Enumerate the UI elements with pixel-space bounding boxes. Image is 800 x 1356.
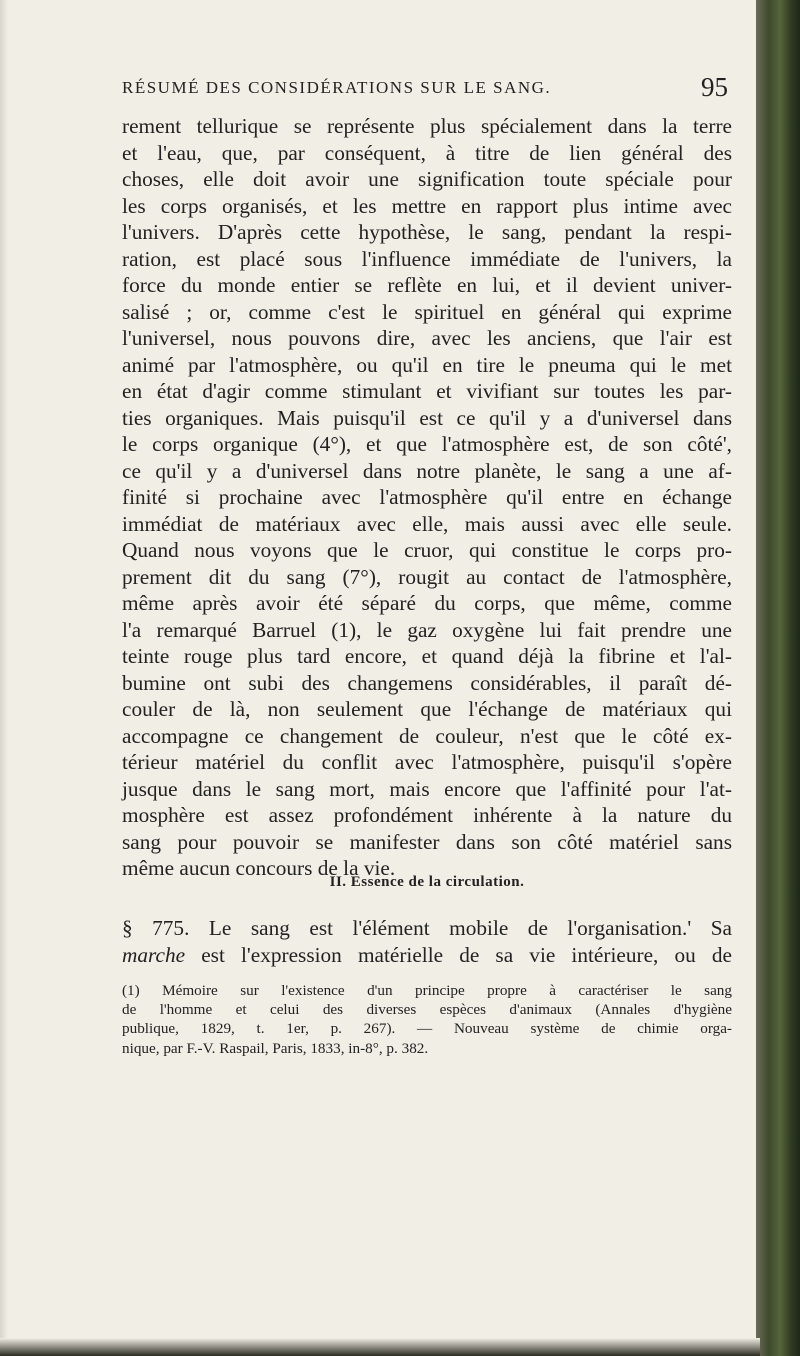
book-binding-edge (756, 0, 800, 1356)
footnote (122, 981, 732, 1058)
text-line: salisé ; or, comme c'est le spirituel en général qui exprime (122, 299, 732, 324)
text-line: rement tellurique se représente plus spécialement dans la terre (122, 114, 732, 138)
text-segment: est l'expression matérielle de sa vie intérieure, ou de (185, 942, 732, 967)
text-line: mosphère est assez profondément inhérente à la nature du (122, 803, 732, 827)
text-line: accompagne ce changement de couleur, n'est que le côté ex- (122, 723, 732, 748)
text-line: térieur matériel du conflit avec l'atmosphère, puisqu'il s'opère (122, 750, 732, 774)
italic-word: marche (122, 942, 186, 967)
text-line: prement dit du sang (7°), rougit au contact de l'atmosphère, (122, 564, 732, 589)
section-paragraph (122, 915, 732, 968)
text-line: bumine ont subi des changemens considérables, il paraît dé- (122, 670, 732, 695)
text-line: même après avoir été séparé du corps, que même, comme (122, 591, 732, 615)
text-line: force du monde entier se reflète en lui, et il devient univer- (122, 273, 732, 297)
text-line: ration, est placé sous l'influence immédiate de l'univers, la (122, 246, 732, 271)
page-bottom-edge (0, 1338, 760, 1356)
text-line: couler de là, non seulement que l'échange de matériaux qui (122, 697, 732, 721)
text-line: en état d'agir comme stimulant et vivifiant sur toutes les par- (122, 379, 732, 403)
text-line: teinte rouge plus tard encore, et quand déjà la fibrine et l'al- (122, 644, 732, 668)
text-line: immédiat de matériaux avec elle, mais aussi avec elle seule. (122, 511, 732, 536)
text-line: et l'eau, que, par conséquent, à titre de lien général des (122, 140, 732, 165)
text-line: l'a remarqué Barruel (1), le gaz oxygène lui fait prendre une (122, 617, 732, 642)
section-heading: II. Essence de la circulation. (329, 874, 525, 890)
text-line: les corps organisés, et les mettre en rapport plus intime avec (122, 193, 732, 218)
text-line: § 775. Le sang est l'élément mobile de l'organisation.' Sa (122, 916, 732, 940)
page-header (122, 72, 728, 106)
text-line: finité si prochaine avec l'atmosphère qu'il entre en échange (122, 485, 732, 509)
text-line: Quand nous voyons que le cruor, qui constitue le corps pro- (122, 538, 732, 562)
footnote-line: nique, par F.-V. Raspail, Paris, 1833, in-8°, p. 382. (122, 1039, 429, 1057)
text-line: animé par l'atmosphère, ou qu'il en tire le pneuma qui le met (122, 352, 732, 377)
text-line: l'univers. D'après cette hypothèse, le sang, pendant la respi- (122, 220, 732, 244)
text-line: sang pour pouvoir se manifester dans son côté matériel sans (122, 829, 732, 854)
text-line: jusque dans le sang mort, mais encore que l'affinité pour l'at- (122, 776, 732, 801)
text-line: ce qu'il y a d'universel dans notre planète, le sang a une af- (122, 458, 732, 483)
text-line: choses, elle doit avoir une signification toute spéciale pour (122, 167, 732, 191)
running-head: RÉSUMÉ DES CONSIDÉRATIONS SUR LE SANG. (122, 78, 552, 97)
text-line: l'universel, nous pouvons dire, avec les anciens, que l'air est (122, 326, 732, 350)
footnote-line: publique, 1829, t. 1er, p. 267). — Nouveau système de chimie orga- (122, 1020, 732, 1038)
text-line: le corps organique (4°), et que l'atmosphère est, de son côté', (122, 432, 732, 456)
text-line (122, 942, 732, 969)
footnote-line: (1) Mémoire sur l'existence d'un principe propre à caractériser le sang (122, 982, 732, 999)
main-paragraph (122, 113, 732, 882)
text-line: ties organiques. Mais puisqu'il est ce qu'il y a d'universel dans (122, 405, 732, 430)
footnote-line: de l'homme et celui des diverses espèces d'animaux (Annales d'hygiène (122, 1001, 732, 1019)
text-line: même aucun concours de la vie. (122, 856, 396, 880)
page-left-edge (0, 0, 8, 1356)
page-number: 95 (701, 72, 728, 102)
